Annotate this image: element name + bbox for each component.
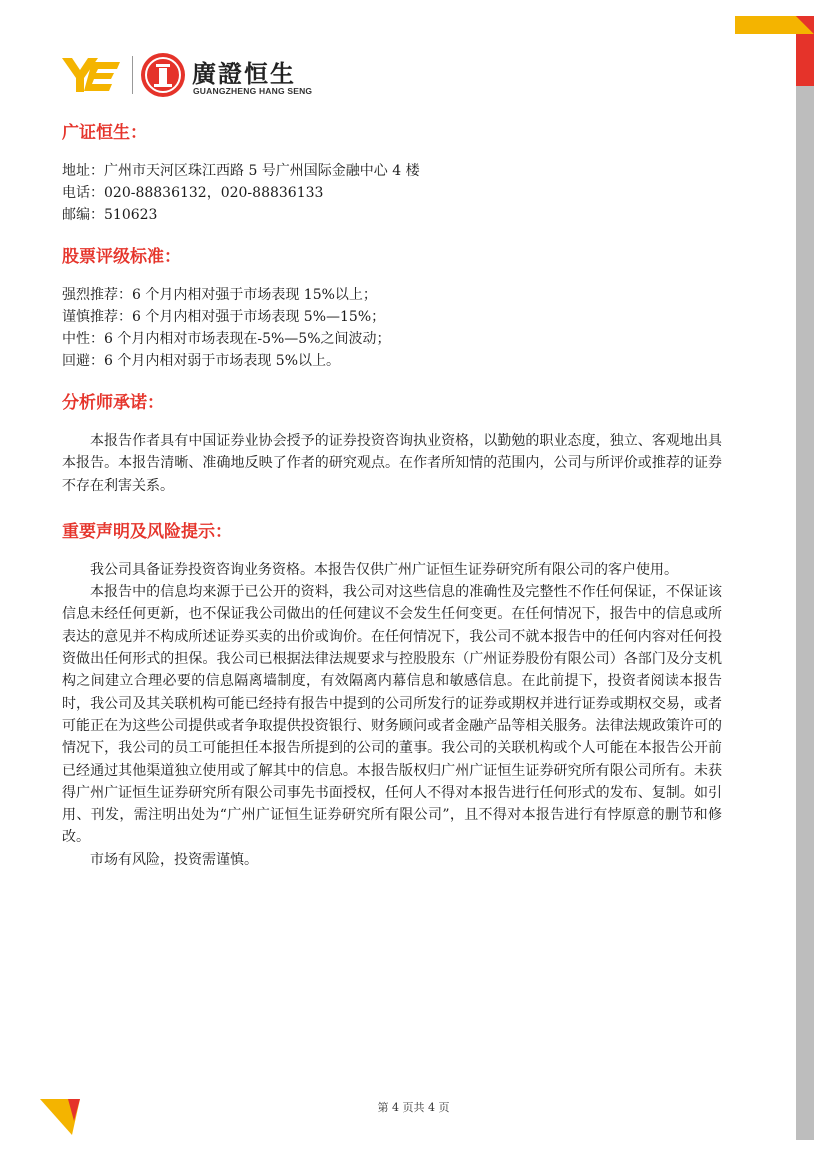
- analyst-heading: 分析师承诺：: [62, 393, 164, 413]
- analyst-paragraph: 本报告作者具有中国证券业协会授予的证券投资咨询执业资格，以勤勉的职业态度，独立、客观地出具本报告。本报告清晰、准确地反映了作者的研究观点。在作者所知情的范围内，公司与所评价或推荐的证券不存在利害关系。: [62, 433, 722, 494]
- rating-item: 强烈推荐：6 个月内相对强于市场表现 15%以上；: [62, 287, 377, 303]
- contact-phone: 电话：020-88836132，020-88836133: [62, 185, 324, 201]
- company-logo: [62, 52, 322, 98]
- ye-logo-icon: [62, 58, 120, 92]
- contact-postcode: 邮编：510623: [62, 207, 158, 223]
- page-content: [62, 120, 722, 871]
- logo-name-en: GUANGZHENG HANG SENG: [193, 86, 313, 96]
- page-number: 第 4 页共 4 页: [377, 1101, 450, 1114]
- logo-divider: [132, 56, 133, 94]
- logo-name-cn: 廣證恒生: [192, 60, 296, 88]
- rating-item: 回避：6 个月内相对弱于市场表现 5%以上。: [62, 353, 341, 369]
- disclaimer-paragraph: 我公司具备证券投资咨询业务资格。本报告仅供广州广证恒生证券研究所有限公司的客户使用。: [90, 561, 678, 578]
- contact-heading: 广证恒生：: [62, 123, 147, 143]
- rating-item: 谨慎推荐：6 个月内相对强于市场表现 5%—15%；: [62, 309, 386, 325]
- disclaimer-paragraph: 市场有风险，投资需谨慎。: [90, 851, 258, 868]
- contact-address: 地址：广州市天河区珠江西路 5 号广州国际金融中心 4 楼: [62, 163, 420, 179]
- top-yellow-bar: [735, 16, 815, 36]
- seal-logo-icon: [140, 52, 186, 98]
- disclaimer-paragraph: 本报告中的信息均来源于已公开的资料，我公司对这些信息的准确性及完整性不作任何保证，不保证该信息未经任何更新，也不保证我公司做出的任何建议不会发生任何变更。在任何情况下，报告中的信息或所表达的意见并不构成所述证券买卖的出价或询价。在任何情况下，我公司不就本报告中的任何内容对任何投资做出任何形式的担保。我公司已根据法律法规要求与控股股东（广州证券股份有限公司）各部门及分支机构之间建立合理必要的信息隔离墙制度，有效隔离内幕信息和敏感信息。在此前提下，投资者阅读本报告时，我公司及其关联机构可能已经持有报告中提到的公司所发行的证券或期权并进行证券或期权交易，或者可能正在为这些公司提供或者争取提供投资银行、财务顾问或者金融产品等相关服务。法律法规政策许可的情况下，我公司的员工可能担任本报告所提到的公司的董事。我公司的关联机构或个人可能在本报告公开前已经通过其他渠道独立使用或了解其中的信息。本报告版权归广州广证恒生证券研究所有限公司所有。未获得广州广证恒生证券研究所有限公司事先书面授权，任何人不得对本报告进行任何形式的发布、复制。如引用、刊发，需注明出处为“广州广证恒生证券研究所有限公司”，且不得对本报告进行有悖原意的删节和修改。: [62, 584, 722, 846]
- rating-item: 中性：6 个月内相对市场表现在-5%—5%之间波动；: [62, 331, 391, 347]
- right-gray-bar: [796, 16, 814, 1140]
- rating-heading: 股票评级标准：: [62, 247, 181, 267]
- disclaimer-heading: 重要声明及风险提示：: [62, 521, 232, 542]
